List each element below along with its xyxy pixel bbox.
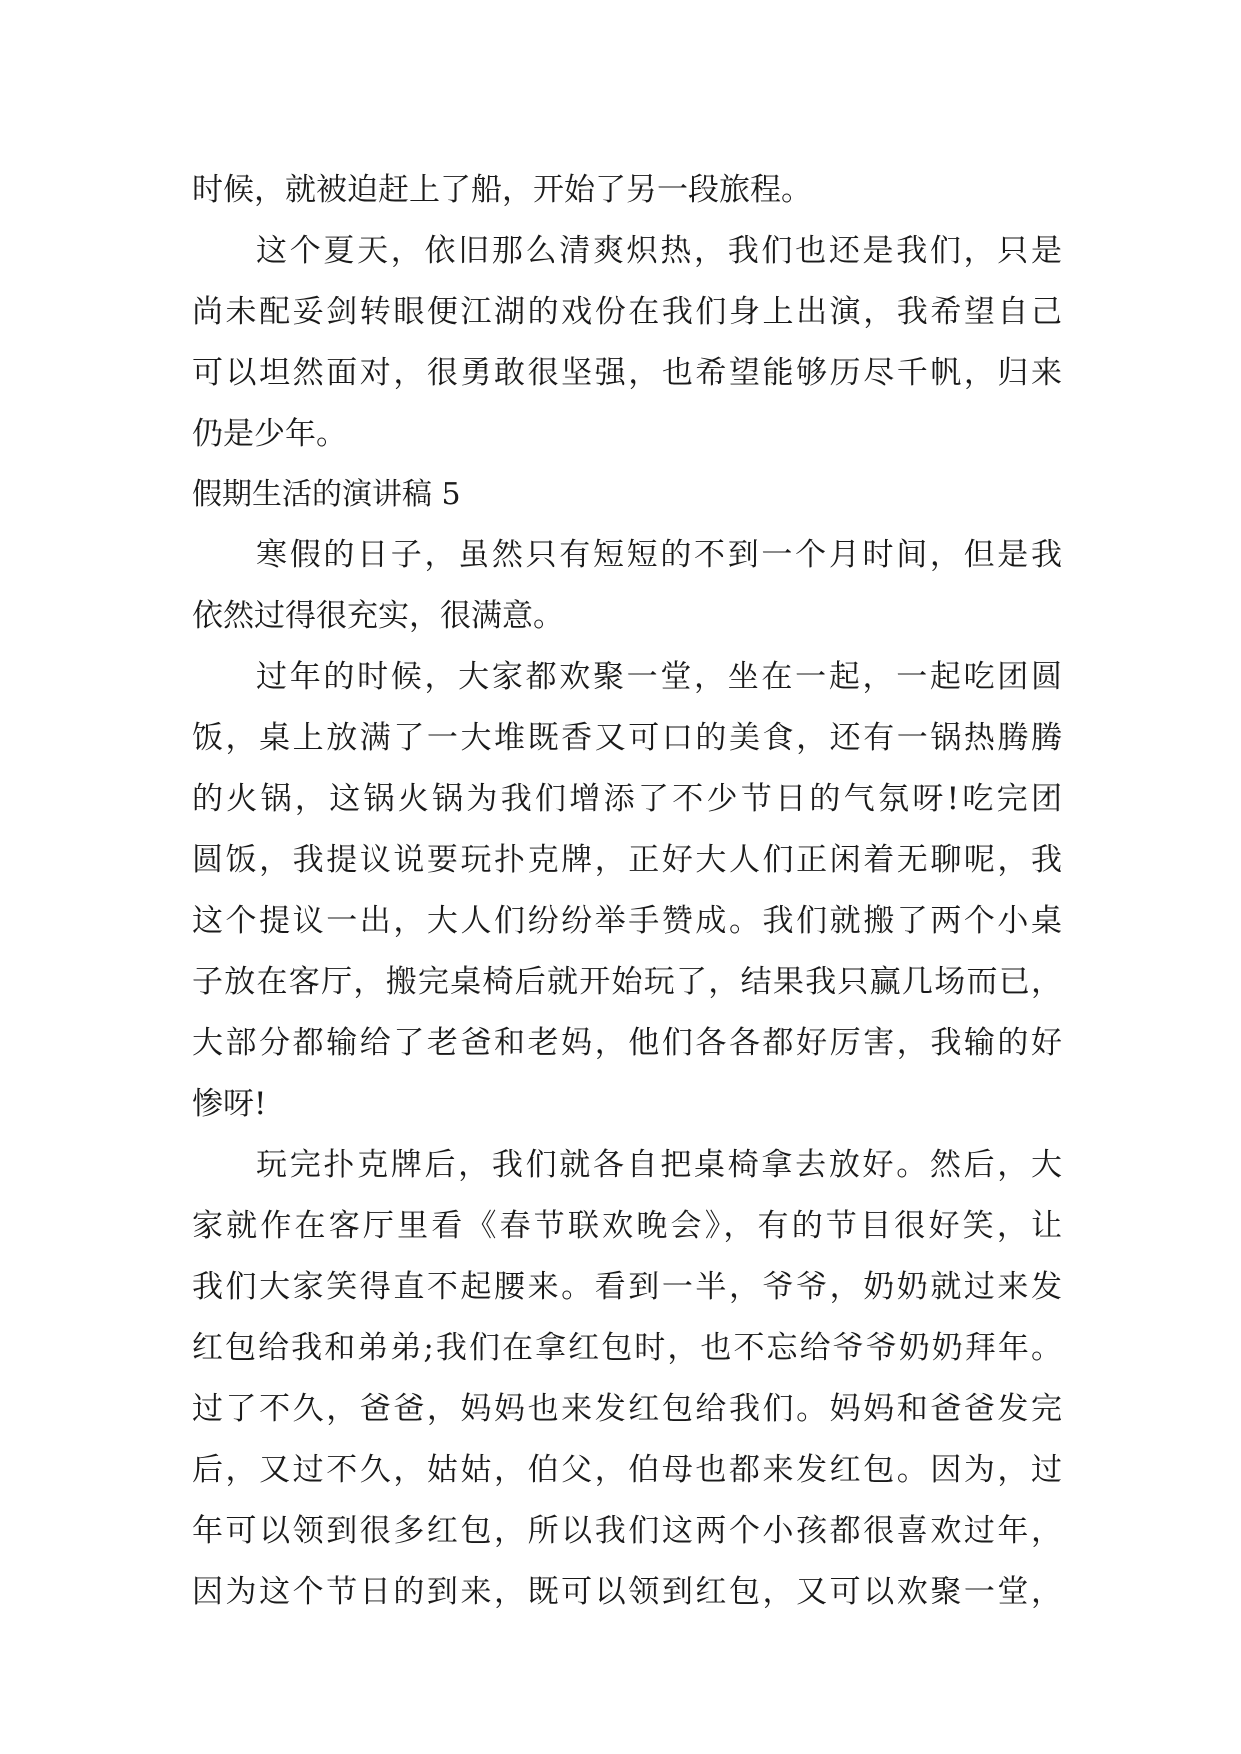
section-heading: 假期生活的演讲稿 5 bbox=[192, 477, 461, 512]
paragraph-first-line: 这个夏天，依旧那么清爽炽热，我们也还是我们，只是 bbox=[256, 233, 1062, 269]
text-line: 这个提议一出，大人们纷纷举手赞成。我们就搬了两个小桌 bbox=[192, 903, 1062, 939]
text-line: 我们大家笑得直不起腰来。看到一半，爷爷，奶奶就过来发 bbox=[192, 1269, 1062, 1305]
text-line: 因为这个节日的到来，既可以领到红包，又可以欢聚一堂， bbox=[192, 1574, 1062, 1610]
text-line: 后，又过不久，姑姑，伯父，伯母也都来发红包。因为，过 bbox=[192, 1452, 1062, 1488]
text-line: 家就作在客厅里看《春节联欢晚会》，有的节目很好笑，让 bbox=[192, 1208, 1062, 1244]
paragraph-first-line: 寒假的日子，虽然只有短短的不到一个月时间，但是我 bbox=[256, 537, 1062, 573]
text-line: 年可以领到很多红包，所以我们这两个小孩都很喜欢过年， bbox=[192, 1513, 1062, 1549]
text-line: 的火锅，这锅火锅为我们增添了不少节日的气氛呀!吃完团 bbox=[192, 781, 1062, 817]
text-line: 依然过得很充实，很满意。 bbox=[192, 598, 564, 634]
text-line: 惨呀! bbox=[192, 1086, 267, 1122]
paragraph-first-line: 玩完扑克牌后，我们就各自把桌椅拿去放好。然后，大 bbox=[256, 1147, 1062, 1183]
paragraph-first-line: 过年的时候，大家都欢聚一堂，坐在一起，一起吃团圆 bbox=[256, 659, 1062, 695]
text-line: 大部分都输给了老爸和老妈，他们各各都好厉害，我输的好 bbox=[192, 1025, 1062, 1061]
text-line: 子放在客厅，搬完桌椅后就开始玩了，结果我只赢几场而已， bbox=[192, 964, 1062, 1000]
text-line: 过了不久，爸爸，妈妈也来发红包给我们。妈妈和爸爸发完 bbox=[192, 1391, 1062, 1427]
text-line: 尚未配妥剑转眼便江湖的戏份在我们身上出演，我希望自己 bbox=[192, 294, 1062, 330]
text-line: 仍是少年。 bbox=[192, 416, 347, 452]
text-line: 时候，就被迫赶上了船，开始了另一段旅程。 bbox=[192, 172, 812, 208]
text-line: 红包给我和弟弟;我们在拿红包时，也不忘给爷爷奶奶拜年。 bbox=[192, 1330, 1062, 1366]
text-line: 圆饭，我提议说要玩扑克牌，正好大人们正闲着无聊呢，我 bbox=[192, 842, 1062, 878]
text-line: 可以坦然面对，很勇敢很坚强，也希望能够历尽千帆，归来 bbox=[192, 355, 1062, 391]
document-body bbox=[192, 160, 1062, 1623]
text-line: 饭，桌上放满了一大堆既香又可口的美食，还有一锅热腾腾 bbox=[192, 720, 1062, 756]
